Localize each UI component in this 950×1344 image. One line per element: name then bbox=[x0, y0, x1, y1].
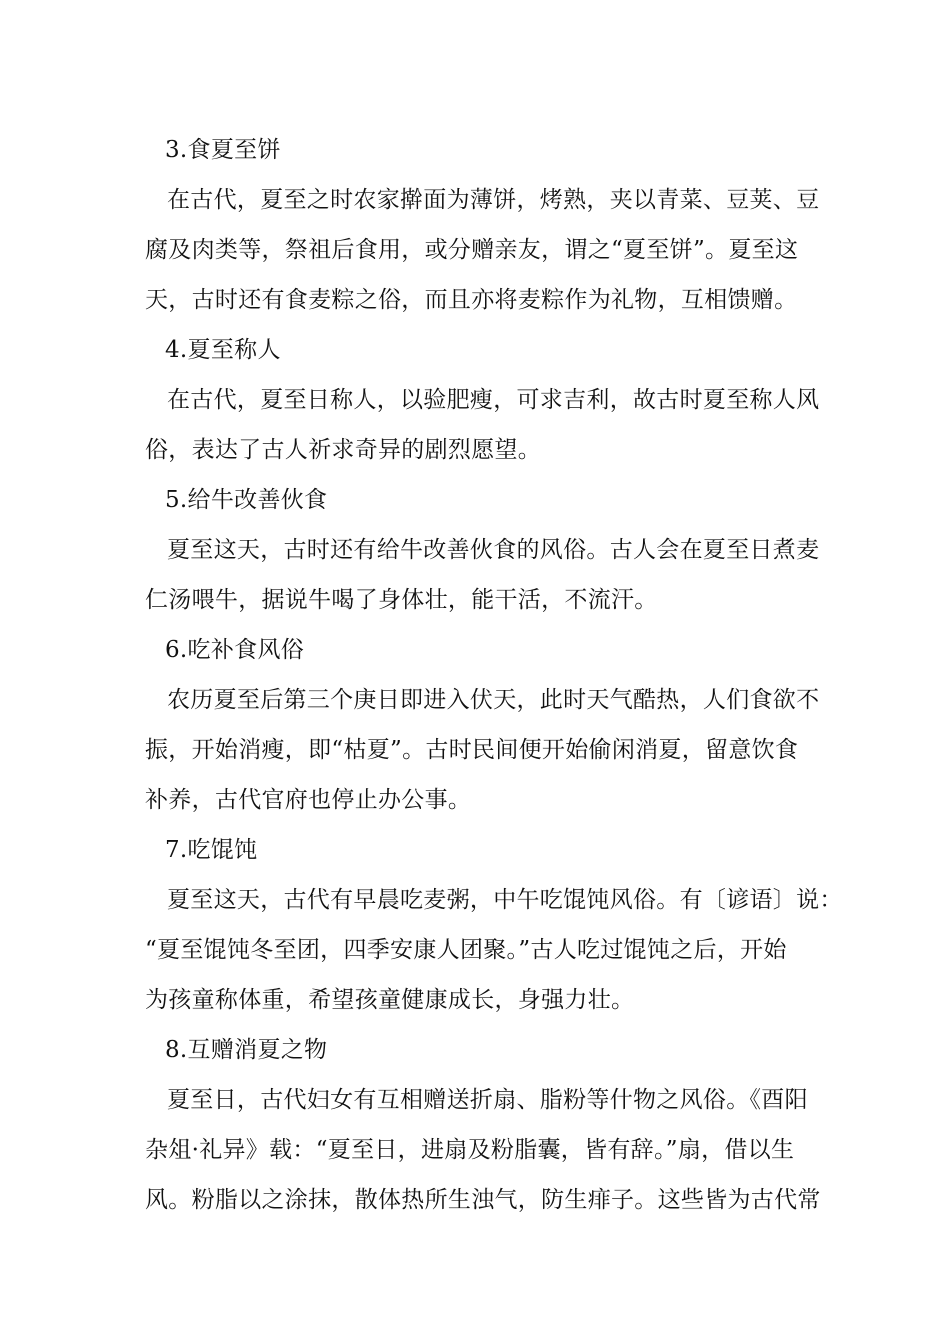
paragraph-line: 农历夏至后第三个庚日即进入伏天，此时天气酷热，人们食欲不 bbox=[167, 687, 820, 713]
paragraph-line: 补养，古代官府也停止办公事。 bbox=[145, 787, 472, 813]
paragraph-line: 在古代，夏至日称人，以验肥瘦，可求吉利，故古时夏至称人风 bbox=[167, 387, 820, 413]
paragraph-line: 在古代，夏至之时农家擀面为薄饼，烤熟，夹以青菜、豆荚、豆 bbox=[167, 187, 820, 213]
paragraph-line: 夏至这天，古时还有给牛改善伙食的风俗。古人会在夏至日煮麦 bbox=[167, 537, 820, 563]
section-heading: 6.吃补食风俗 bbox=[165, 637, 305, 663]
paragraph-line: 振，开始消瘦，即“枯夏”。古时民间便开始偷闲消夏，留意饮食 bbox=[145, 737, 799, 763]
paragraph-line: 仁汤喂牛，据说牛喝了身体壮，能干活，不流汗。 bbox=[145, 587, 658, 613]
paragraph-line: 夏至日，古代妇女有互相赠送折扇、脂粉等什物之风俗。《酉阳 bbox=[167, 1087, 808, 1113]
section-heading: 5.给牛改善伙食 bbox=[165, 487, 328, 513]
section-heading: 7.吃馄饨 bbox=[165, 837, 258, 863]
paragraph-line: 腐及肉类等，祭祖后食用，或分赠亲友，谓之“夏至饼”。夏至这 bbox=[145, 237, 799, 263]
section-heading: 8.互赠消夏之物 bbox=[165, 1037, 328, 1063]
paragraph-line: 俗，表达了古人祈求奇异的剧烈愿望。 bbox=[145, 437, 542, 463]
paragraph-line: “夏至馄饨冬至团，四季安康人团聚。”古人吃过馄饨之后，开始 bbox=[145, 937, 787, 963]
section-heading: 3.食夏至饼 bbox=[165, 137, 281, 163]
section-heading: 4.夏至称人 bbox=[165, 337, 281, 363]
paragraph-line: 夏至这天，古代有早晨吃麦粥，中午吃馄饨风俗。有〔谚语〕说： bbox=[167, 887, 843, 913]
paragraph-line: 为孩童称体重，希望孩童健康成长，身强力壮。 bbox=[145, 987, 635, 1013]
paragraph-line: 天，古时还有食麦粽之俗，而且亦将麦粽作为礼物，互相馈赠。 bbox=[145, 287, 798, 313]
paragraph-line: 杂俎·礼异》载：“夏至日，进扇及粉脂囊，皆有辞。”扇，借以生 bbox=[145, 1137, 795, 1163]
paragraph-line: 风。粉脂以之涂抹，散体热所生浊气，防生痱子。这些皆为古代常 bbox=[145, 1187, 821, 1213]
